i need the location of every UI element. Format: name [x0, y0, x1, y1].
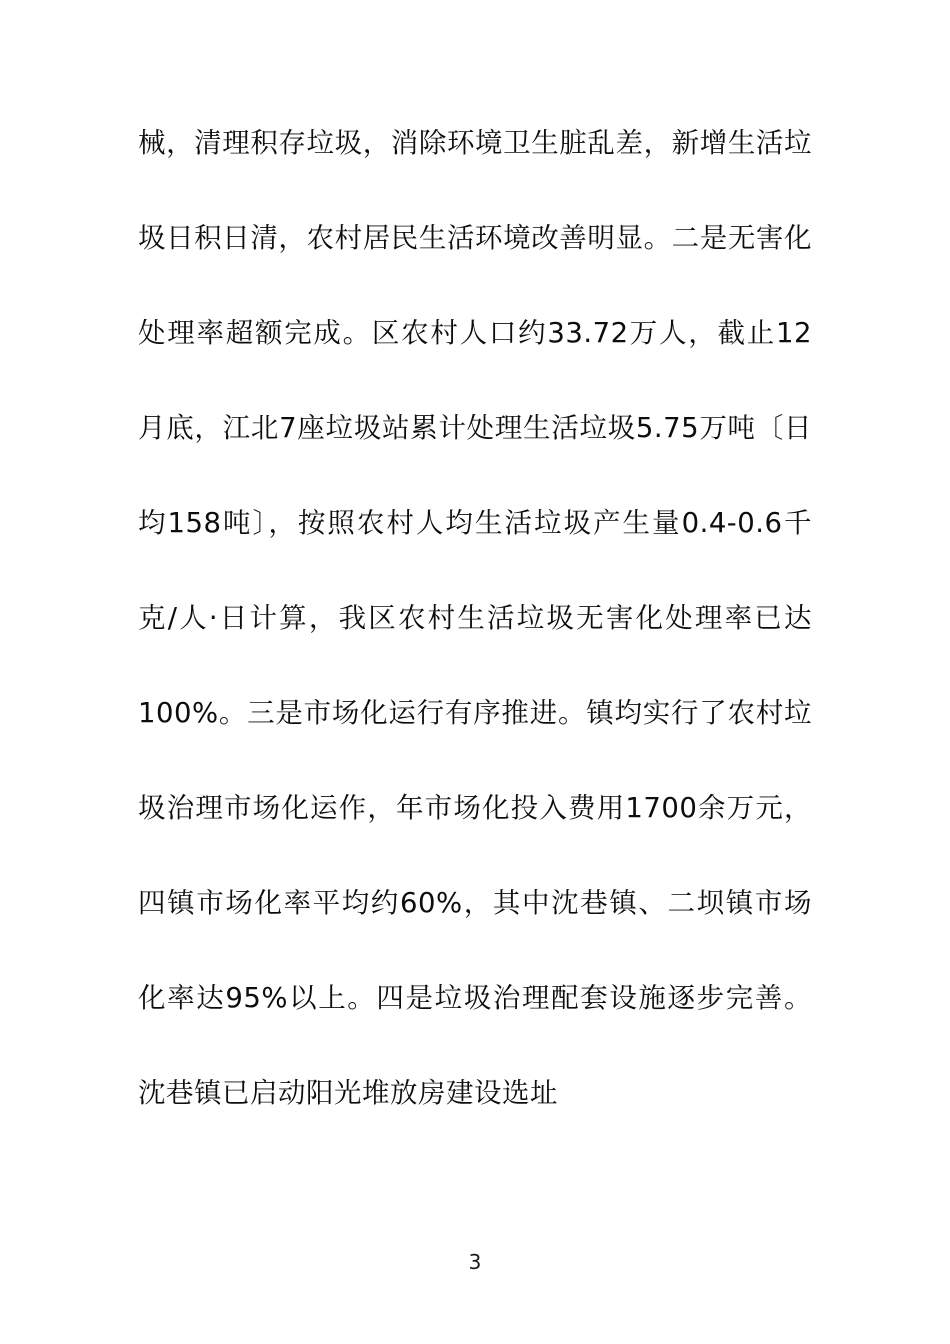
page-number: 3: [468, 1250, 482, 1274]
document-body: [138, 96, 812, 1141]
paragraph: 械，清理积存垃圾，消除环境卫生脏乱差，新增生活垃圾日积日清，农村居民生活环境改善明显。二是无害化处理率超额完成。区农村人口约33.72万人，截止12月底，江北7座垃圾站累计处理生活垃圾5.75万吨〔日均158吨〕，按照农村人均生活垃圾产生量0.4-0.6千克/人·日计算，我区农村生活垃圾无害化处理率已达100%。三是市场化运行有序推进。镇均实行了农村垃圾治理市场化运作，年市场化投入费用1700余万元，四镇市场化率平均约60%，其中沈巷镇、二坝镇市场化率达95%以上。四是垃圾治理配套设施逐步完善。沈巷镇已启动阳光堆放房建设选址: [138, 127, 812, 1109]
